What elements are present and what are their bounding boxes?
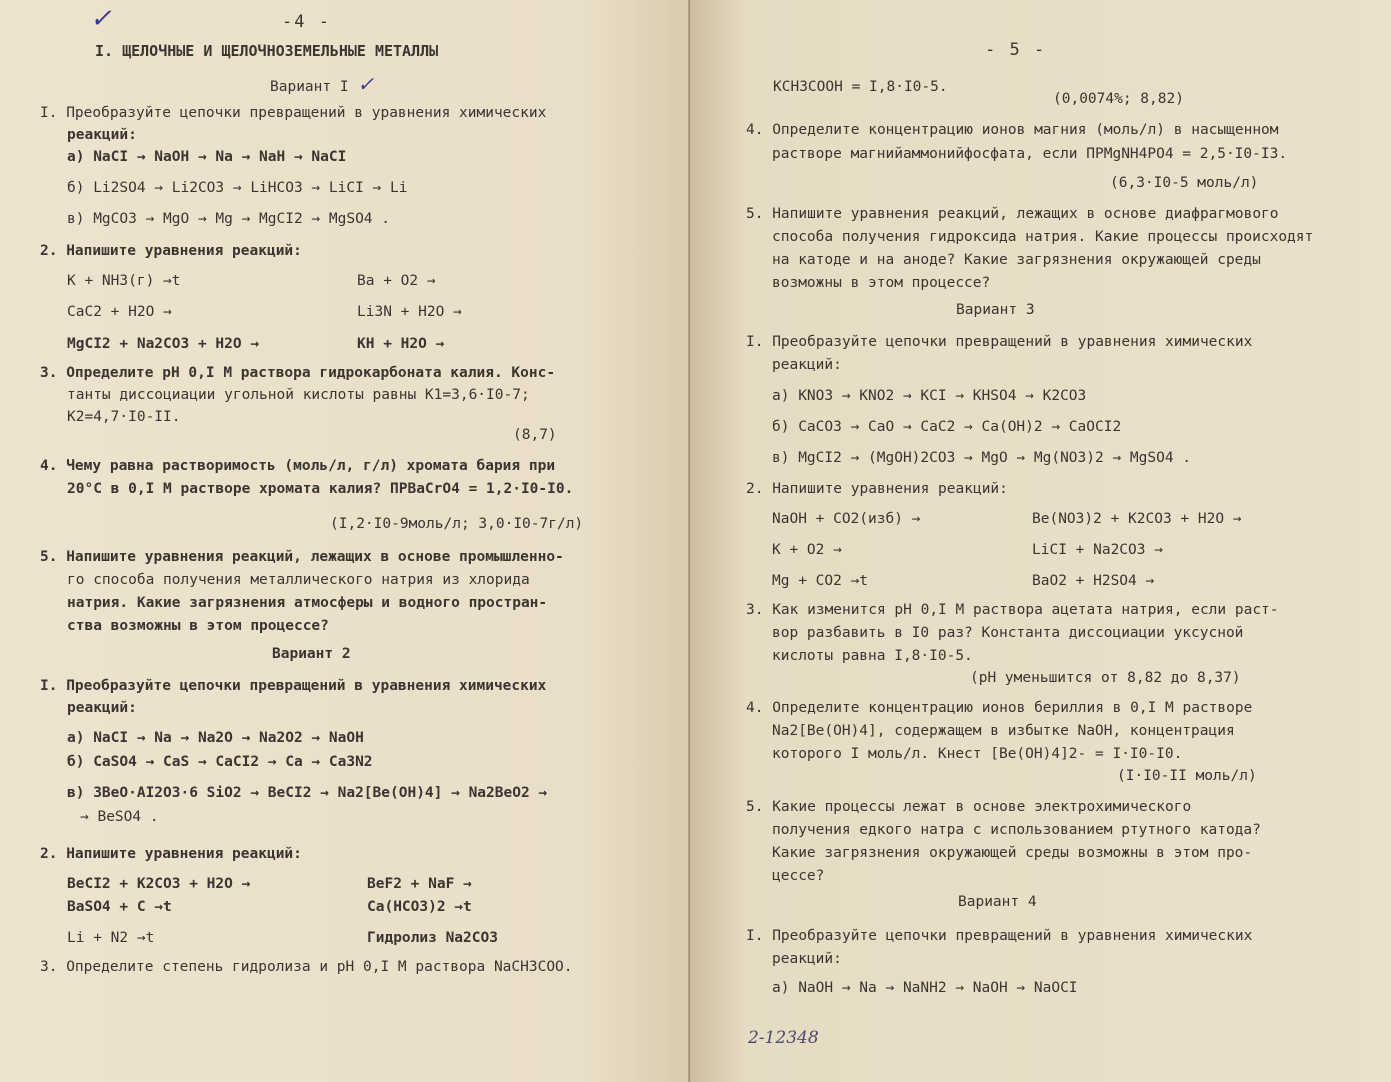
inventory-stamp: 2-12348 (748, 1028, 819, 1048)
v1-q3-line1: 3. Определите рН 0,I M раствора гидрокарбоната калия. Конс- (40, 365, 556, 381)
v1-q2-r3b: KH + H2O → (357, 336, 445, 352)
variant-1-label: Вариант I (270, 79, 349, 95)
v3-q2-r3b: BaO2 + H2SO4 → (1032, 573, 1155, 589)
v2-q1-chain-c2: → BeSO4 . (80, 809, 159, 825)
r-q4-answer: (6,3·I0-5 моль/л) (1110, 175, 1259, 191)
handwritten-checkmark-corner: ✓ (90, 4, 112, 34)
r-constant-answer: (0,0074%; 8,82) (1053, 91, 1184, 107)
v1-q1-chain-a: а) NaCI → NaOH → Na → NaH → NaCI (67, 149, 347, 165)
v2-q2-r1a: BeCI2 + K2CO3 + H2O → (67, 876, 251, 892)
v2-q1-chain-a: а) NaCI → Na → Na2O → Na2O2 → NaOH (67, 730, 364, 746)
page-number: - 5 - (985, 40, 1047, 60)
variant-1-heading (270, 72, 374, 96)
v1-q5-line4: ства возможны в этом процессе? (67, 618, 329, 634)
v3-q2-r1b: Be(NO3)2 + K2CO3 + H2O → (1032, 511, 1242, 527)
v2-q1-line1: I. Преобразуйте цепочки превращений в уравнения химических (40, 678, 547, 694)
r-q4-line1: 4. Определите концентрацию ионов магния (моль/л) в насыщенном (746, 122, 1279, 138)
v1-q4-answer: (I,2·I0-9моль/л; 3,0·I0-7г/л) (330, 516, 584, 532)
v3-q3-line3: кислоты равна I,8·I0-5. (772, 648, 973, 664)
v2-q2-heading: 2. Напишите уравнения реакций: (40, 846, 302, 862)
v1-q2-r2b: Li3N + H2O → (357, 304, 462, 320)
v2-q3-line1: 3. Определите степень гидролиза и рН 0,I M раствора NaCH3COO. (40, 959, 573, 975)
v3-q1-line1: I. Преобразуйте цепочки превращений в уравнения химических (746, 334, 1253, 350)
v2-q2-r3a: Li + N2 →t (67, 930, 155, 946)
r-q4-line2: растворе магнийаммонийфосфата, если ПРMgNH4PO4 = 2,5·I0-I3. (772, 146, 1288, 162)
v1-q1-line1: I. Преобразуйте цепочки превращений в уравнения химических (40, 105, 547, 121)
v3-q4-answer: (I·I0-II моль/л) (1117, 768, 1257, 784)
v3-q4-line1: 4. Определите концентрацию ионов бериллия в 0,I M растворе (746, 700, 1253, 716)
v3-q4-line2: Na2[Be(OH)4], содержащем в избытке NaOH, концентрация (772, 723, 1235, 739)
v3-q1-chain-c: в) MgCI2 → (MgOH)2CO3 → MgO → Mg(NO3)2 → MgSO4 . (772, 450, 1192, 466)
v3-q1-chain-a: а) KNO3 → KNO2 → KCI → KHSO4 → K2CO3 (772, 388, 1087, 404)
v3-q2-heading: 2. Напишите уравнения реакций: (746, 481, 1008, 497)
v3-q5-line3: Какие загрязнения окружающей среды возможны в этом про- (772, 845, 1253, 861)
v3-q1-line2: реакций: (772, 357, 842, 373)
chapter-title: I. ЩЕЛОЧНЫЕ И ЩЕЛОЧНОЗЕМЕЛЬНЫЕ МЕТАЛЛЫ (95, 42, 439, 60)
v1-q2-r3a: MgCI2 + Na2CO3 + H2O → (67, 336, 260, 352)
left-page (0, 0, 690, 1082)
r-q5-line4: возможны в этом процессе? (772, 275, 991, 291)
v1-q1-chain-c: в) MgCO3 → MgO → Mg → MgCI2 → MgSO4 . (67, 211, 391, 227)
v4-q1-line2: реакций: (772, 951, 842, 967)
v2-q2-r2b: Ca(HCO3)2 →t (367, 899, 472, 915)
v2-q2-r2a: BaSO4 + C →t (67, 899, 172, 915)
v1-q3-line2: танты диссоциации угольной кислоты равны K1=3,6·I0-7; (67, 387, 530, 403)
v1-q3-line3: K2=4,7·I0-II. (67, 409, 181, 425)
v3-q2-r1a: NaOH + CO2(изб) → (772, 511, 921, 527)
v1-q2-heading: 2. Напишите уравнения реакций: (40, 243, 302, 259)
v1-q1-chain-b: б) Li2SO4 → Li2CO3 → LiHCO3 → LiCI → Li (67, 180, 408, 196)
r-q5-line2: способа получения гидроксида натрия. Какие процессы происходят (772, 229, 1314, 245)
handwritten-checkmark-title: ✓ (357, 72, 375, 96)
variant-2-heading: Вариант 2 (272, 646, 351, 662)
v1-q2-r1a: K + NH3(г) →t (67, 273, 181, 289)
v3-q4-line3: которого I моль/л. Kнест [Be(OH)4]2- = I·I0-I0. (772, 746, 1183, 762)
v3-q3-line2: вор разбавить в I0 раз? Константа диссоциации уксусной (772, 625, 1244, 641)
v3-q5-line4: цессе? (772, 868, 825, 884)
v1-q4-line2: 20°С в 0,I M растворе хромата калия? ПРBaCrO4 = 1,2·I0-I0. (67, 481, 574, 497)
v1-q2-r2a: CaC2 + H2O → (67, 304, 172, 320)
v3-q5-line1: 5. Какие процессы лежат в основе электрохимического (746, 799, 1192, 815)
right-page (690, 0, 1391, 1082)
v3-q1-chain-b: б) CaCO3 → CaO → CaC2 → Ca(OH)2 → CaOCI2 (772, 419, 1122, 435)
v2-q2-r1b: BeF2 + NaF → (367, 876, 472, 892)
r-q5-line3: на катоде и на аноде? Какие загрязнения окружающей среды (772, 252, 1261, 268)
v3-q5-line2: получения едкого натра с использованием ртутного катода? (772, 822, 1261, 838)
v4-q1-line1: I. Преобразуйте цепочки превращений в уравнения химических (746, 928, 1253, 944)
v2-q2-r3b: Гидролиз Na2CO3 (367, 930, 498, 946)
v4-q1-chain-a: а) NaOH → Na → NaNH2 → NaOH → NaOCI (772, 980, 1078, 996)
v1-q3-answer: (8,7) (513, 427, 557, 443)
v1-q1-line2: реакций: (67, 127, 137, 143)
v2-q1-line2: реакций: (67, 700, 137, 716)
r-q5-line1: 5. Напишите уравнения реакций, лежащих в основе диафрагмового (746, 206, 1279, 222)
v2-q1-chain-c1: в) 3BeO·AI2O3·6 SiO2 → BeCI2 → Na2[Be(OH)4] → Na2BeO2 → (67, 785, 548, 801)
v3-q2-r2a: K + O2 → (772, 542, 842, 558)
v2-q1-chain-b: б) CaSO4 → CaS → CaCI2 → Ca → Ca3N2 (67, 754, 373, 770)
v3-q3-line1: 3. Как изменится рН 0,I M раствора ацетата натрия, если раст- (746, 602, 1279, 618)
v3-q2-r2b: LiCI + Na2CO3 → (1032, 542, 1163, 558)
page-number: -4 - (282, 12, 331, 32)
v1-q5-line1: 5. Напишите уравнения реакций, лежащих в основе промышленно- (40, 549, 564, 565)
variant-3-heading: Вариант 3 (956, 302, 1035, 318)
v1-q2-r1b: Ba + O2 → (357, 273, 436, 289)
v3-q2-r3a: Mg + CO2 →t (772, 573, 869, 589)
v3-q3-answer: (рН уменьшится от 8,82 до 8,37) (970, 670, 1241, 686)
v1-q5-line2: го способа получения металлического натрия из хлорида (67, 572, 530, 588)
r-constant: KCH3COOH = I,8·I0-5. (773, 79, 948, 95)
v1-q5-line3: натрия. Какие загрязнения атмосферы и водного простран- (67, 595, 548, 611)
variant-4-heading: Вариант 4 (958, 894, 1037, 910)
v1-q4-line1: 4. Чему равна растворимость (моль/л, г/л) хромата бария при (40, 458, 556, 474)
